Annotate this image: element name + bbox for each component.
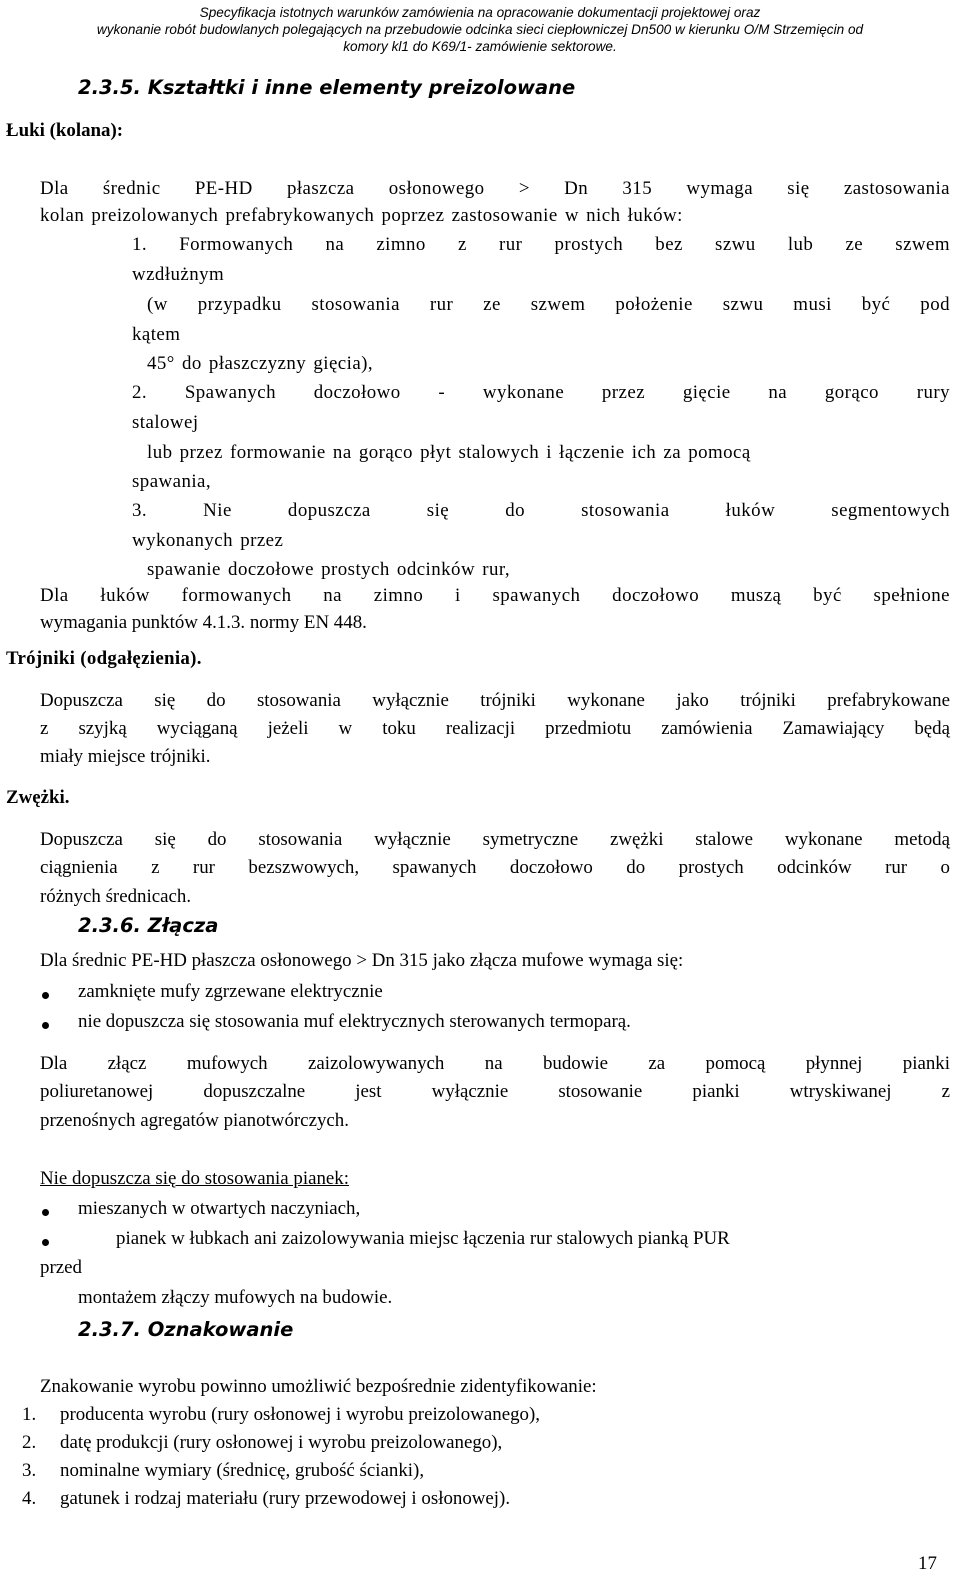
- luki-para-2-line-1: Dla łuków formowanych na zimno i spawanych doczołowo muszą być spełnione: [40, 585, 950, 606]
- header-line-2: wykonanie robót budowlanych polegających na przebudowie odcinka sieci ciepłowniczej Dn500 w kierunku O/M Strzemięcin od: [96, 22, 864, 37]
- oznakowanie-item-number: 4.: [22, 1488, 37, 1509]
- oznakowanie-item-number: 3.: [22, 1460, 37, 1481]
- subheading-zwezki: Zwężki.: [6, 787, 70, 808]
- section-heading-2-3-6: 2.3.6. Złącza: [78, 914, 219, 937]
- pianki-bullet-1: mieszanych w otwartych naczyniach,: [78, 1198, 361, 1219]
- zwezki-para-line-2: ciągnienia z rur bezszwowych, spawanych doczołowo do prostych odcinków rur o: [40, 857, 950, 878]
- trojniki-para-line-2: z szyjką wyciąganą jeżeli w toku realizacji przedmiotu zamówienia Zamawiający będą: [40, 718, 950, 739]
- zlacza-intro: Dla średnic PE-HD płaszcza osłonowego > Dn 315 jako złącza mufowe wymaga się:: [40, 950, 684, 971]
- section-heading-2-3-5: 2.3.5. Kształtki i inne elementy preizolowane: [78, 76, 576, 99]
- oznakowanie-item-number: 2.: [22, 1432, 37, 1453]
- pianki-bullet-2-line-2: przed: [40, 1257, 82, 1278]
- oznakowanie-intro: Znakowanie wyrobu powinno umożliwić bezpośrednie zidentyfikowanie:: [40, 1376, 597, 1397]
- zlacza-bullet-2: nie dopuszcza się stosowania muf elektrycznych sterowanych termoparą.: [78, 1011, 631, 1032]
- luki-para-line-2: kolan preizolowanych prefabrykowanych poprzez zastosowanie w nich łuków:: [40, 205, 683, 226]
- subheading-trojniki: Trójniki (odgałęzienia).: [6, 648, 202, 669]
- luki-para-line-1: Dla średnic PE-HD płaszcza osłonowego > Dn 315 wymaga się zastosowania: [40, 178, 950, 199]
- oznakowanie-item-text: datę produkcji (rury osłonowej i wyrobu preizolowanego),: [60, 1432, 503, 1453]
- luki-item-1-line-5: 45° do płaszczyzny gięcia),: [147, 353, 374, 374]
- luki-item-2-line-4: spawania,: [132, 471, 212, 492]
- trojniki-para-line-1: Dopuszcza się do stosowania wyłącznie trójniki wykonane jako trójniki prefabrykowane: [40, 690, 950, 711]
- zwezki-para-line-3: różnych średnicach.: [40, 886, 192, 907]
- luki-para-2-line-2: wymagania punktów 4.1.3. normy EN 448.: [40, 612, 367, 633]
- luki-item-2-line-2: stalowej: [132, 412, 199, 433]
- header-line-3: komory kl1 do K69/1- zamówienie sektorowe.: [343, 39, 617, 54]
- subheading-luki: Łuki (kolana):: [6, 120, 124, 141]
- zlacza-para-line-2: poliuretanowej dopuszczalne jest wyłącznie stosowanie pianki wtryskiwanej z: [40, 1081, 950, 1102]
- luki-item-3-line-3: spawanie doczołowe prostych odcinków rur,: [147, 559, 511, 580]
- luki-item-2-line-1: 2. Spawanych doczołowo - wykonane przez gięcie na gorąco rury: [132, 382, 950, 403]
- luki-item-3-line-2: wykonanych przez: [132, 530, 284, 551]
- zlacza-bullet-1: zamknięte mufy zgrzewane elektrycznie: [78, 981, 383, 1002]
- pianki-heading: Nie dopuszcza się do stosowania pianek:: [40, 1168, 349, 1189]
- bullet-icon: [42, 1239, 49, 1246]
- luki-item-2-line-3: lub przez formowanie na gorąco płyt stalowych i łączenie ich za pomocą: [147, 442, 751, 463]
- luki-item-3-line-1: 3. Nie dopuszcza się do stosowania łuków segmentowych: [132, 500, 950, 521]
- header-line-1: Specyfikacja istotnych warunków zamówienia na opracowanie dokumentacji projektowej oraz: [199, 5, 761, 20]
- luki-item-1-line-3: (w przypadku stosowania rur ze szwem położenie szwu musi być pod: [147, 294, 950, 315]
- zlacza-para-line-1: Dla złącz mufowych zaizolowywanych na budowie za pomocą płynnej pianki: [40, 1053, 950, 1074]
- pianki-bullet-2-line-1: pianek w łubkach ani zaizolowywania miejsc łączenia rur stalowych pianką PUR: [116, 1228, 730, 1249]
- luki-item-1-line-2: wzdłużnym: [132, 264, 225, 285]
- oznakowanie-item-number: 1.: [22, 1404, 37, 1425]
- oznakowanie-item-text: gatunek i rodzaj materiału (rury przewodowej i osłonowej).: [60, 1488, 511, 1509]
- pianki-bullet-2-line-3: montażem złączy mufowych na budowie.: [78, 1287, 393, 1308]
- trojniki-para-line-3: miały miejsce trójniki.: [40, 746, 211, 767]
- page-number: 17: [918, 1553, 937, 1574]
- luki-item-1-line-4: kątem: [132, 324, 181, 345]
- bullet-icon: [42, 1209, 49, 1216]
- oznakowanie-item-text: producenta wyrobu (rury osłonowej i wyrobu preizolowanego),: [60, 1404, 541, 1425]
- bullet-icon: [42, 992, 49, 999]
- zlacza-para-line-3: przenośnych agregatów pianotwórczych.: [40, 1110, 349, 1131]
- section-heading-2-3-7: 2.3.7. Oznakowanie: [78, 1318, 294, 1341]
- bullet-icon: [42, 1022, 49, 1029]
- luki-item-1-line-1: 1. Formowanych na zimno z rur prostych bez szwu lub ze szwem: [132, 234, 950, 255]
- oznakowanie-item-text: nominalne wymiary (średnicę, grubość ścianki),: [60, 1460, 425, 1481]
- zwezki-para-line-1: Dopuszcza się do stosowania wyłącznie symetryczne zwężki stalowe wykonane metodą: [40, 829, 950, 850]
